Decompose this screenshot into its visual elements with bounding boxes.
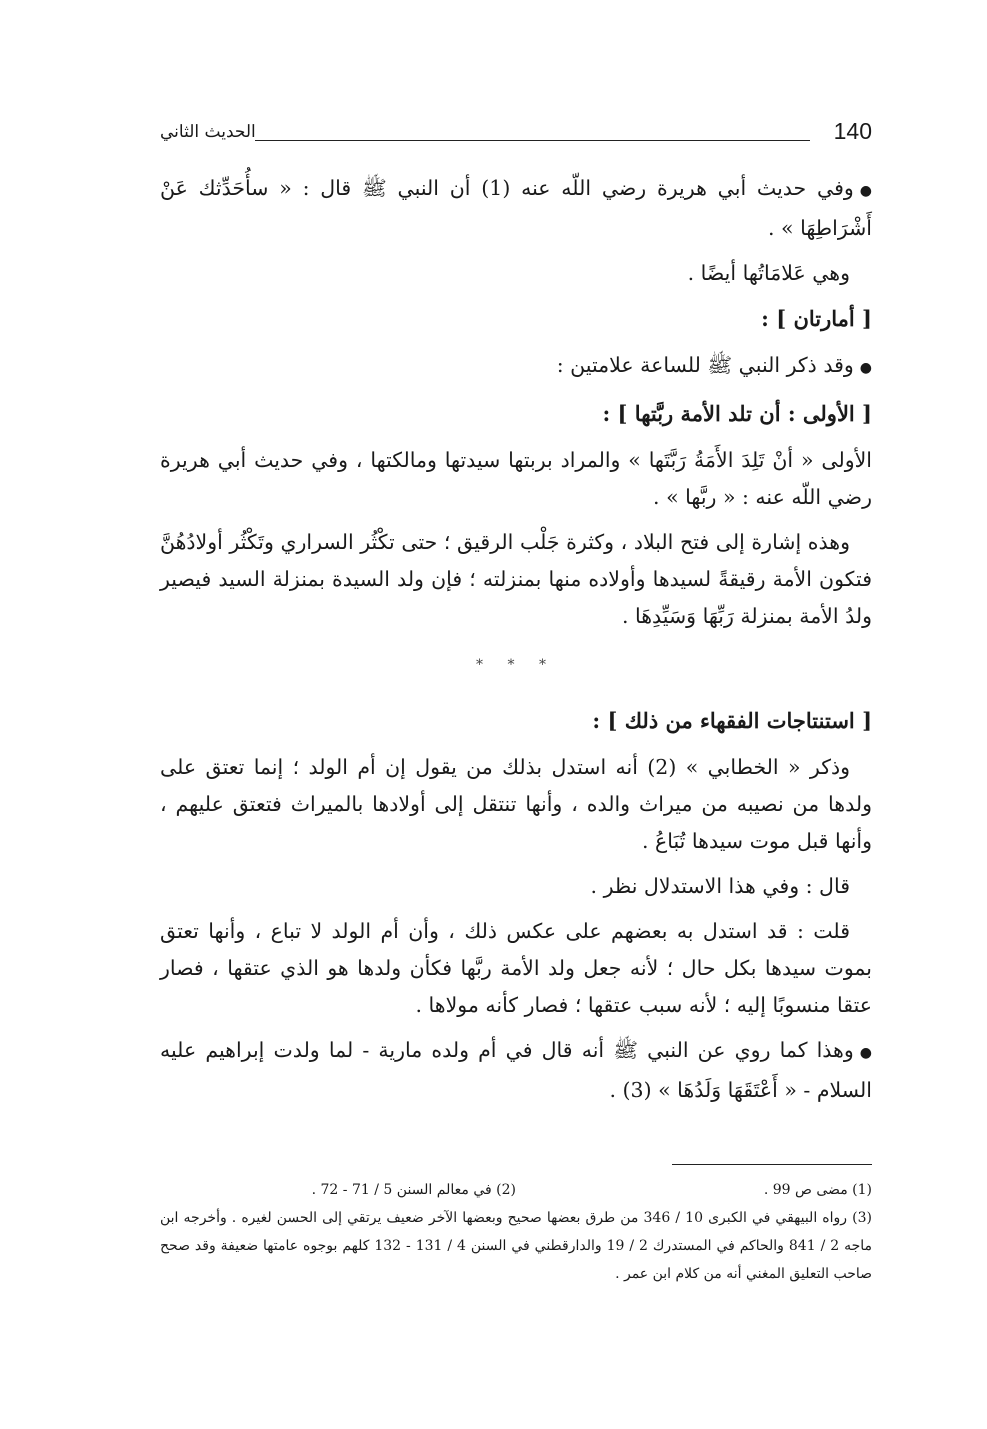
paragraph: وذكر « الخطابي » (2) أنه استدل بذلك من يقول إن أم الولد ؛ إنما تعتق على ولدها من نصيبه من ميراث والده ، وأنها تنتقل إلى أولادها بالميراث فتعتق عليهم ، وأنها قبل موت سيدها تُبَاعُ . [160,755,872,853]
bullet-icon: ● [859,183,872,199]
paragraph: وهذه إشارة إلى فتح البلاد ، وكثرة جَلْب الرقيق ؛ حتى تكْثُر السراري وتَكْثُر أولادُهُنَّ فتكون الأمة رقيقةً لسيدها وأولاده منها بمنزلته ؛ فإن ولد السيدة بمنزلة السيد فيصير ولدُ الأمة بمنزلة رَبِّهَا وَسَيِّدِهَا . [160,530,872,628]
section-heading: [ الأولى : أن تلد الأمة ربَّتها ] : [602,401,872,426]
page-header [160,118,872,154]
footnote-rule [672,1164,872,1165]
paragraph: ●وقد ذكر النبي ﷺ للساعة علامتين : [160,347,872,387]
bullet-icon: ● [859,1045,872,1061]
footnote-3: (3) رواه البيهقي في الكبرى 10 / 346 من طرق بعضها صحيح وبعضها الآخر ضعيف يرتقي إلى الحسن لغيره . وأخرجه ابن ماجه 2 / 841 والحاكم في المستدرك 2 / 19 والدارقطني في السنن 4 / 131 - 132 كلهم بوجوه عامتها ضعيفة وقد صحح صاحب التعليق المغني أنه من كلام ابن عمر . [160,1210,873,1282]
paragraph: الأولى « أنْ تَلِدَ الأَمَةُ رَبَّتَها » والمراد بربتها سيدتها ومالكتها ، وفي حديث أبي هريرة رضي اللّه عنه : « ربَّها » . [160,448,872,509]
paragraph: ●وفي حديث أبي هريرة رضي اللّه عنه (1) أن النبي ﷺ قال : « سأُحَدِّثك عَنْ أَشْرَاطِهَا » . [160,170,872,247]
body-text [160,170,872,1117]
section-separator: * * * [476,657,556,673]
paragraph: ●وهذا كما روي عن النبي ﷺ أنه قال في أم ولده مارية - لما ولدت إبراهيم عليه السلام - « أَعْتَقَهَا وَلَدُهَا » (3) . [160,1032,872,1109]
paragraph: وهي عَلامَاتُها أيضًا . [687,261,850,285]
footnote-row [160,1176,872,1204]
footnotes [160,1176,872,1288]
page-number: 140 [833,118,872,144]
book-page [160,118,872,1318]
footnote-1: (1) مضى ص 99 . [763,1182,872,1198]
footnote-2: (2) في معالم السنن 5 / 71 - 72 . [311,1182,516,1198]
section-heading: [ استنتاجات الفقهاء من ذلك ] : [592,708,872,733]
paragraph: قلت : قد استدل به بعضهم على عكس ذلك ، وأن أم الولد لا تباع ، وأنها تعتق بموت سيدها بكل حال ؛ لأنه جعل ولد الأمة ربَّها فكأن ولدها هو الذي عتقها ، فصار عتقا منسوبًا إليه ؛ لأنه سبب عتقها ؛ فصار كأنه مولاها . [160,919,872,1017]
section-heading: [ أمارتان ] : [761,306,872,331]
paragraph: قال : وفي هذا الاستدلال نظر . [590,874,850,898]
bullet-icon: ● [859,360,872,376]
running-title: الحديث الثاني [160,122,256,142]
header-rule [255,140,810,141]
